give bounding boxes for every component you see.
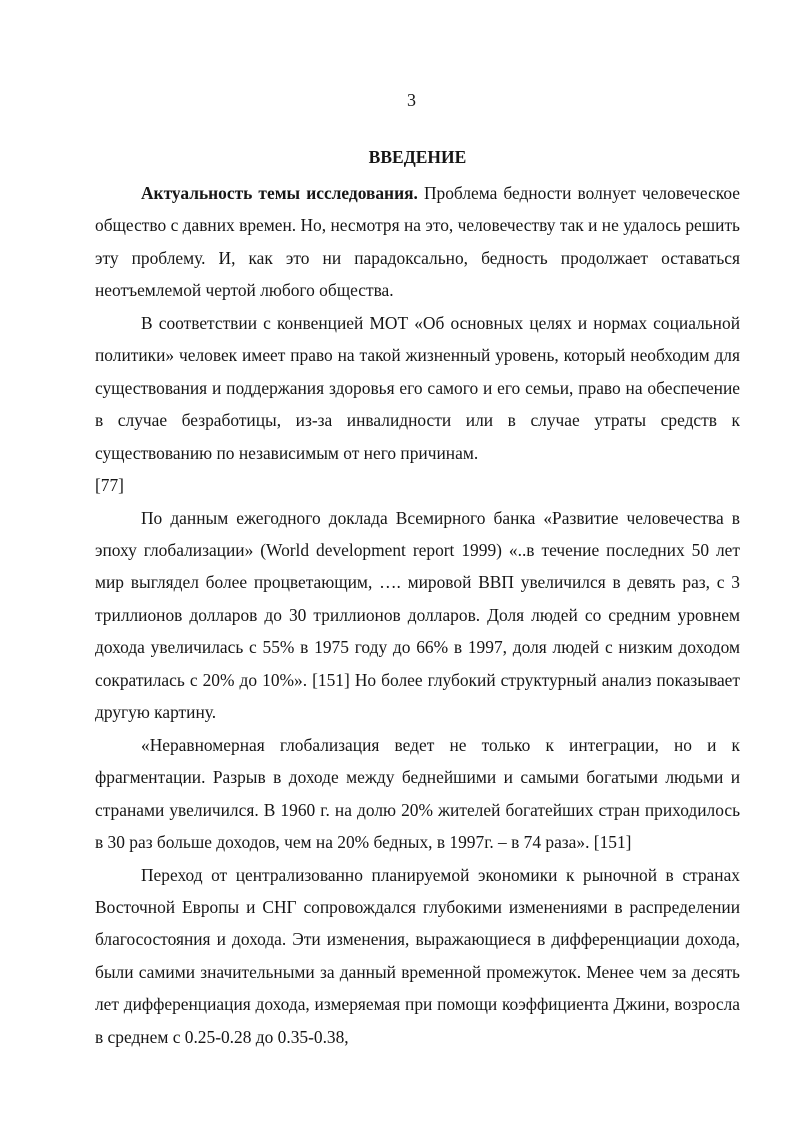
body-text — [95, 177, 740, 1053]
paragraph-text: Переход от централизованно планируемой экономики к рыночной в странах Восточной Европы и СНГ сопровождался глубокими изменениями в распределении благосостояния и дохода. Эти изменения, выражающиеся в дифференциации дохода, были самими значительными за данный временной промежуток. Менее чем за десять лет дифференциация дохода, измеряемая при помощи коэффициента Джини, возросла в среднем с 0.25-0.28 до 0.35-0.38, — [95, 864, 740, 1047]
paragraph-globalization — [95, 729, 740, 859]
paragraph-transition — [95, 859, 740, 1054]
paragraph-relevance — [95, 177, 740, 307]
paragraph-ilo-convention — [95, 307, 740, 502]
paragraph-text: «Неравномерная глобализация ведет не только к интеграции, но и к фрагментации. Разрыв в доходе между беднейшими и самыми богатыми людьми и странами увеличился. В 1960 г. на долю 20% жителей богатейших стран приходилось в 30 раз больше доходов, чем на 20% бедных, в 1997г. – в 74 раза». [151] — [95, 734, 740, 853]
page-number: 3 — [407, 90, 416, 110]
paragraph-world-bank — [95, 502, 740, 729]
paragraph-text: Проблема бедности волнует человеческое общество с давних времен. Но, несмотря на это, человечеству так и не удалось решить эту проблему. И, как это ни парадоксально, бедность продолжает оставаться неотъемлемой чертой любого общества. — [95, 183, 740, 301]
page-heading: ВВЕДЕНИЕ — [368, 147, 467, 167]
reference-citation: [77] — [95, 475, 124, 496]
paragraph-text: По данным ежегодного доклада Всемирного банка «Развитие человечества в эпоху глобализации» (World development report 1999) «..в течение последних 50 лет мир выглядел более процветающим, …. мировой ВВП увеличился в девять раз, с 3 триллионов долларов до 30 триллионов долларов. Доля людей со средним уровнем дохода увеличилась с 55% в 1975 году до 66% в 1997, доля людей с низким доходом сократилась с 20% до 10%». [151] Но более глубокий структурный анализ показывает другую картину. — [95, 507, 740, 723]
paragraph-text: В соответствии с конвенцией МОТ «Об основных целях и нормах социальной политики» человек имеет право на такой жизненный уровень, который необходим для существования и поддержания здоровья его самого и его семьи, право на обеспечение в случае безработицы, из-за инвалидности или в случае утраты средств к существованию по независимым от него причинам. — [95, 312, 740, 463]
paragraph-lead: Актуальность темы исследования. — [141, 183, 418, 203]
